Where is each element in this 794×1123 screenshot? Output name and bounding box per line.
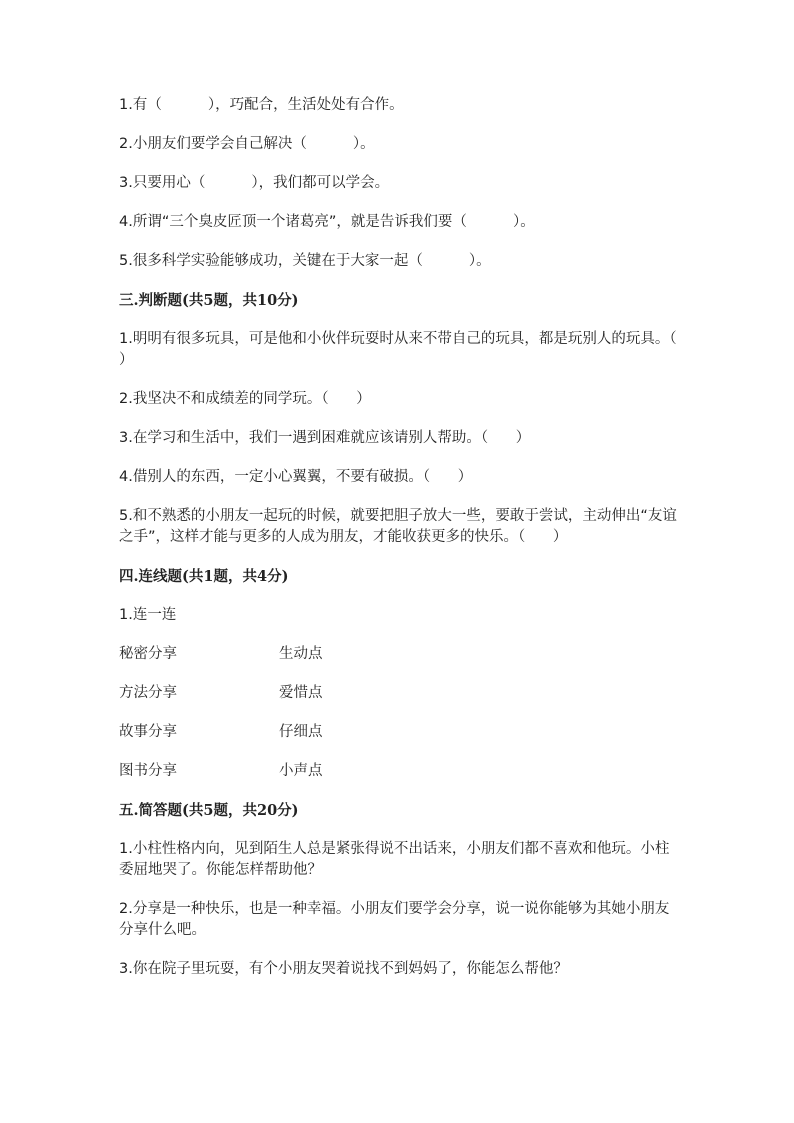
matching-left-item[interactable]: 方法分享	[119, 685, 177, 701]
matching-right-item[interactable]: 爱惜点	[279, 685, 323, 701]
short-answer-question-3: 3.你在院子里玩耍，有个小朋友哭着说找不到妈妈了，你能怎么帮他？	[119, 961, 568, 977]
worksheet-page	[119, 95, 705, 998]
matching-left-item[interactable]: 秘密分享	[119, 646, 177, 662]
fill-blank-question-1: 1.有（ ），巧配合，生活处处有合作。	[119, 97, 404, 113]
judgment-question-5: 5.和不熟悉的小朋友一起玩的时候，就要把胆子放大一些，要敢于尝试，主动伸出“友谊之手”，这样才能与更多的人成为朋友，才能收获更多的快乐。（ ）	[119, 508, 677, 545]
matching-row	[119, 644, 679, 665]
matching-left-item[interactable]: 图书分享	[119, 763, 177, 779]
matching-question: 1.连一连	[119, 607, 177, 623]
matching-row	[119, 683, 679, 704]
section-title-judgment: 三.判断题(共5题，共10分)	[119, 292, 299, 309]
judgment-question-3: 3.在学习和生活中，我们一遇到困难就应该请别人帮助。（ ）	[119, 430, 531, 446]
judgment-question-1: 1.明明有很多玩具，可是他和小伙伴玩耍时从来不带自己的玩具，都是玩别人的玩具。（ ）	[119, 331, 705, 368]
fill-blank-question-2: 2.小朋友们要学会自己解决（ ）。	[119, 136, 375, 152]
matching-row	[119, 722, 679, 743]
short-answer-question-1: 1.小柱性格内向，见到陌生人总是紧张得说不出话来，小朋友们都不喜欢和他玩。小柱委屈地哭了。你能怎样帮助他？	[119, 841, 670, 878]
matching-left-item[interactable]: 故事分享	[119, 724, 177, 740]
short-answer-question-2: 2.分享是一种快乐，也是一种幸福。小朋友们要学会分享，说一说你能够为其她小朋友分享什么吧。	[119, 901, 670, 938]
judgment-question-4: 4.借别人的东西，一定小心翼翼，不要有破损。（ ）	[119, 469, 473, 485]
matching-right-item[interactable]: 生动点	[279, 646, 323, 662]
section-title-matching: 四.连线题(共1题，共4分)	[119, 568, 289, 585]
fill-blank-question-5: 5.很多科学实验能够成功，关键在于大家一起（ ）。	[119, 253, 491, 269]
section-title-short-answer: 五.简答题(共5题，共20分)	[119, 802, 299, 819]
matching-right-item[interactable]: 仔细点	[279, 724, 323, 740]
fill-blank-question-3: 3.只要用心（ ），我们都可以学会。	[119, 175, 390, 191]
matching-right-item[interactable]: 小声点	[279, 763, 323, 779]
matching-row	[119, 761, 679, 782]
judgment-question-2: 2.我坚决不和成绩差的同学玩。（ ）	[119, 391, 371, 407]
fill-blank-question-4: 4.所谓“三个臭皮匠顶一个诸葛亮”，就是告诉我们要（ ）。	[119, 214, 535, 230]
